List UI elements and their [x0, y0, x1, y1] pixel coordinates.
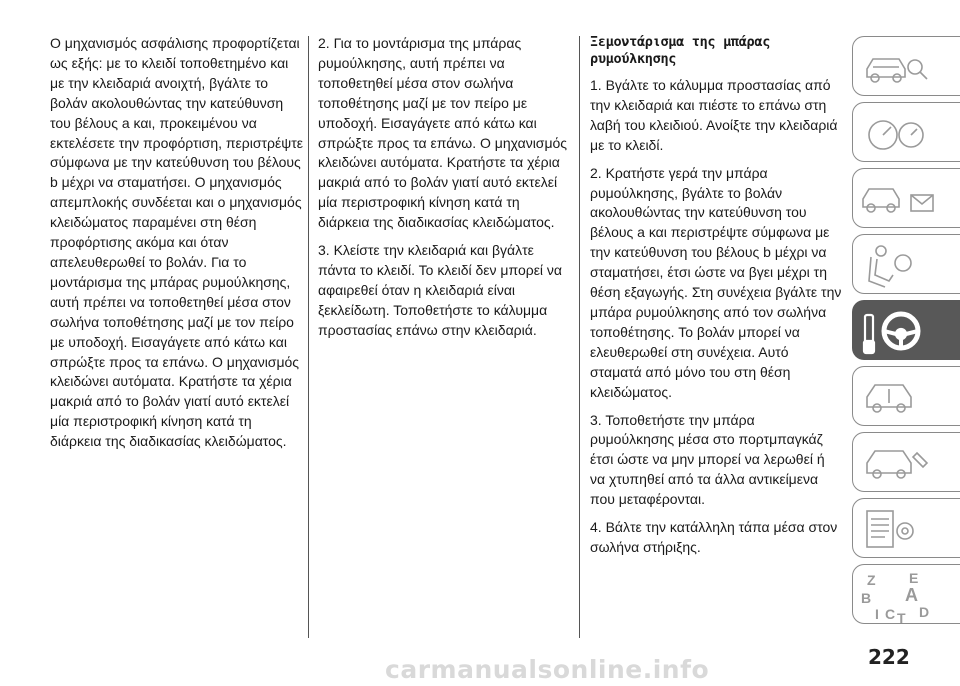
section-heading: Ξεμοντάρισμα της μπάρας ρυμούλκησης [590, 34, 771, 67]
text-column-1 [50, 34, 305, 460]
key-steering-wheel-icon [853, 301, 960, 360]
tab-car-emergency[interactable] [852, 366, 960, 426]
tab-technical-data[interactable] [852, 498, 960, 558]
paragraph-step-2: 2. Για το μοντάρισμα της μπάρας ρυμούλκησης, αυτή πρέπει να τοποθετηθεί μέσα στον σωλήνα τοποθέτησης μαζί με τον πείρο με υποδοχή. Εισαγάγετε από κάτω και σπρώξτε προς τα επάνω. Ο μηχανισμός κλειδώνει αυτόματα. Κρατήστε τα χέρια μακριά από το βολάν γιατί αυτό εκτελεί μία περιστροφική κίνηση κατά τη διάρκεια της διαδικασίας κλειδώματος. [318, 35, 568, 231]
watermark: carmanualsonline.info [385, 655, 710, 684]
dashboard-icon [853, 103, 960, 162]
paragraph-step-3: 3. Κλείστε την κλειδαριά και βγάλτε πάντα το κλειδί. Το κλειδί δεν μπορεί να αφαιρεθεί όταν η κλειδαριά είναι ξεκλείδωτη. Τοποθετήστε το κάλυμμα προστασίας επάνω στην κλειδαριά. [318, 242, 563, 338]
tab-dashboard[interactable] [852, 102, 960, 162]
car-emergency-icon [853, 367, 960, 426]
text-column-3 [590, 34, 842, 566]
paragraph: Ο μηχανισμός ασφάλισης προφορτίζεται ως εξής: με το κλειδί τοποθετημένο και με την κλειδαριά ανοιχτή, βγάλτε το βολάν ακολουθώντας την κατεύθυνση του βέλους a και, προκειμένου να εκτελέσετε την προφόρτιση, περιστρέψτε σύμφωνα με την κατεύθυνση του βέλους b μέχρι να σταματήσει. Ο μηχανισμός απεμπλοκής συνδέεται και ο μηχανισμός κλειδώματος παραμένει στη θέση προφόρτισης ακόμα και όταν απελευθερωθεί το βολάν. Για το μοντάρισμα της μπάρας ρυμούλκησης, αυτή πρέπει να τοποθετηθεί μέσα στον σωλήνα τοποθέτησης μαζί με τον πείρο με υποδοχή. Εισαγάγετε από κάτω και σπρώξτε προς τα επάνω. Ο μηχανισμός κλειδώνει αυτόματα. Κρατήστε τα χέρια μακριά από το βολάν γιατί αυτό εκτελεί μία περιστροφική κίνηση κατά τη διάρκεια της διαδικασίας κλειδώματος. [50, 35, 303, 450]
tab-alphabetical-index[interactable] [852, 564, 960, 624]
paragraph-step-2: 2. Κρατήστε γερά την μπάρα ρυμούλκησης, βγάλτε το βολάν ακολουθώντας την κατεύθυνση του βέλους a και περιστρέψτε σύμφωνα με την κατεύθυνση του βέλους b μέχρι να σταματήσει, έτσι ώστε να βγει μέχρι τη θέση εξαγωγής. Στη συνέχεια βγάλτε την μπάρα ρυμούλκησης από τον σωλήνα τοποθέτησης. Το βολάν μπορεί να ελευθερωθεί στη συνέχεια. Αυτό σταματά από μόνο του στη θέση κλειδώματος. [590, 164, 842, 400]
paragraph-step-1: 1. Βγάλτε το κάλυμμα προστασίας από την κλειδαριά και πιέστε το επάνω στη λαβή του κλειδιού. Ανοίξτε την κλειδαριά με το κλειδί. [590, 77, 838, 153]
index-letter: E [909, 570, 919, 586]
column-divider [308, 36, 309, 638]
index-letter: I [875, 606, 879, 622]
tab-car-maintenance[interactable] [852, 432, 960, 492]
index-letter: B [861, 590, 872, 606]
page-number: 222 [868, 645, 910, 669]
text-column-2 [318, 34, 573, 349]
index-letter: C [885, 606, 896, 622]
tab-car-warning[interactable] [852, 168, 960, 228]
car-warning-icon [853, 169, 960, 228]
index-letter: A [905, 585, 918, 605]
paragraph-step-4: 4. Βάλτε την κατάλληλη τάπα μέσα στον σωλήνα στήριξης. [590, 519, 838, 555]
car-maintenance-icon [853, 433, 960, 492]
airbag-seat-icon [853, 235, 960, 294]
index-letter: D [919, 604, 930, 620]
tab-airbag-seat[interactable] [852, 234, 960, 294]
alphabetical-index-icon [853, 565, 960, 624]
tab-car-info[interactable] [852, 36, 960, 96]
index-letter: Z [867, 572, 876, 588]
index-letter: T [897, 610, 906, 625]
technical-data-icon [853, 499, 960, 558]
car-info-icon [853, 37, 960, 96]
tab-key-steering-wheel[interactable] [852, 300, 960, 360]
column-divider [579, 36, 580, 638]
paragraph-step-3: 3. Τοποθετήστε την μπάρα ρυμούλκησης μέσα στο πορτμπαγκάζ έτσι ώστε να μην μπορεί να λερωθεί ή να χτυπηθεί από τα άλλα αντικείμενα που μεταφέρονται. [590, 411, 825, 508]
